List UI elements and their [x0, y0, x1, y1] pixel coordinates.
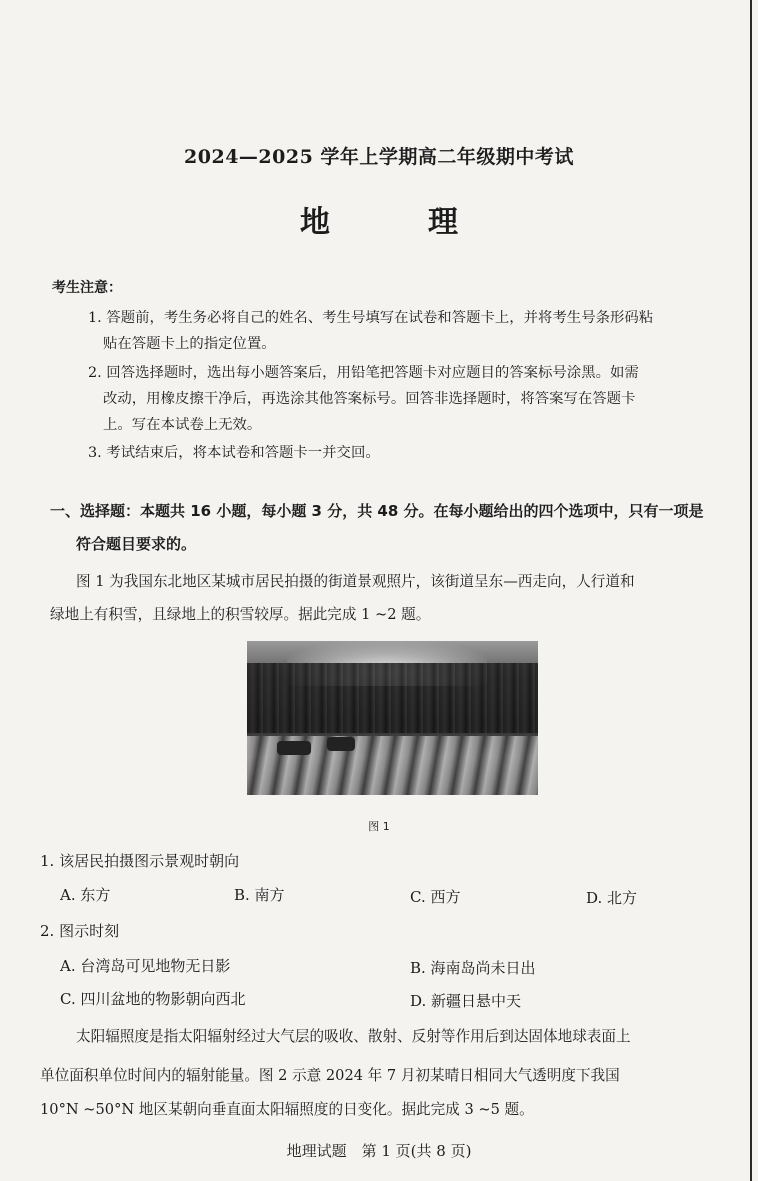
- question-1-stem: 1. 该居民拍摄图示景观时朝向: [40, 852, 240, 870]
- scan-edge-line: [750, 0, 752, 1181]
- passage1-line-2: 绿地上有积雪，且绿地上的积雪较厚。据此完成 1 ~2 题。: [50, 606, 431, 623]
- notice-line-2: 贴在答题卡上的指定位置。: [103, 336, 276, 352]
- passage2-line-1: 太阳辐照度是指太阳辐射经过大气层的吸收、散射、反射等作用后到达固体地球表面上: [76, 1028, 631, 1045]
- photo-trees: [247, 663, 538, 733]
- question-2-option-a: A. 台湾岛可见地物无日影: [60, 957, 231, 975]
- section-heading-line-2: 符合题目要求的。: [76, 535, 197, 553]
- question-2-option-d: D. 新疆日悬中天: [410, 992, 522, 1010]
- notice-line-5: 上。写在本试卷上无效。: [103, 417, 262, 433]
- notice-line-4: 改动，用橡皮擦干净后，再选涂其他答案标号。回答非选择题时，将答案写在答题卡: [103, 391, 636, 407]
- question-1-option-c: C. 西方: [410, 888, 461, 906]
- page-footer: 地理试题 第 1 页(共 8 页): [286, 1142, 472, 1160]
- figure-1-caption: 图 1: [368, 820, 390, 833]
- question-1-option-d: D. 北方: [586, 889, 638, 907]
- exam-title: 2024—2025 学年上学期高二年级期中考试: [184, 146, 574, 168]
- photo-car: [277, 741, 311, 755]
- question-1-option-a: A. 东方: [60, 886, 111, 904]
- question-2-stem: 2. 图示时刻: [40, 922, 120, 940]
- question-2-option-c: C. 四川盆地的物影朝向西北: [60, 990, 246, 1008]
- figure-1-street-photo: [247, 641, 538, 795]
- subject-title: 地 理: [300, 205, 492, 240]
- question-2-option-b: B. 海南岛尚未日出: [410, 959, 536, 977]
- notice-line-1: 1. 答题前，考生务必将自己的姓名、考生号填写在试卷和答题卡上，并将考生号条形码粘: [88, 310, 654, 326]
- photo-car: [327, 737, 355, 751]
- passage1-line-1: 图 1 为我国东北地区某城市居民拍摄的街道景观照片，该街道呈东—西走向，人行道和: [76, 573, 635, 590]
- notice-line-6: 3. 考试结束后，将本试卷和答题卡一并交回。: [88, 445, 380, 461]
- passage2-line-3: 10°N ~50°N 地区某朝向垂直面太阳辐照度的日变化。据此完成 3 ~5 题。: [40, 1101, 534, 1118]
- question-1-option-b: B. 南方: [234, 886, 285, 904]
- notice-heading: 考生注意：: [52, 280, 122, 296]
- passage2-line-2: 单位面积单位时间内的辐射能量。图 2 示意 2024 年 7 月初某晴日相同大气透明度下我国: [40, 1067, 620, 1084]
- section-heading-line-1: 一、选择题：本题共 16 小题，每小题 3 分，共 48 分。在每小题给出的四个选项中，只有一项是: [50, 502, 704, 520]
- notice-line-3: 2. 回答选择题时，选出每小题答案后，用铅笔把答题卡对应题目的答案标号涂黑。如需: [88, 365, 639, 381]
